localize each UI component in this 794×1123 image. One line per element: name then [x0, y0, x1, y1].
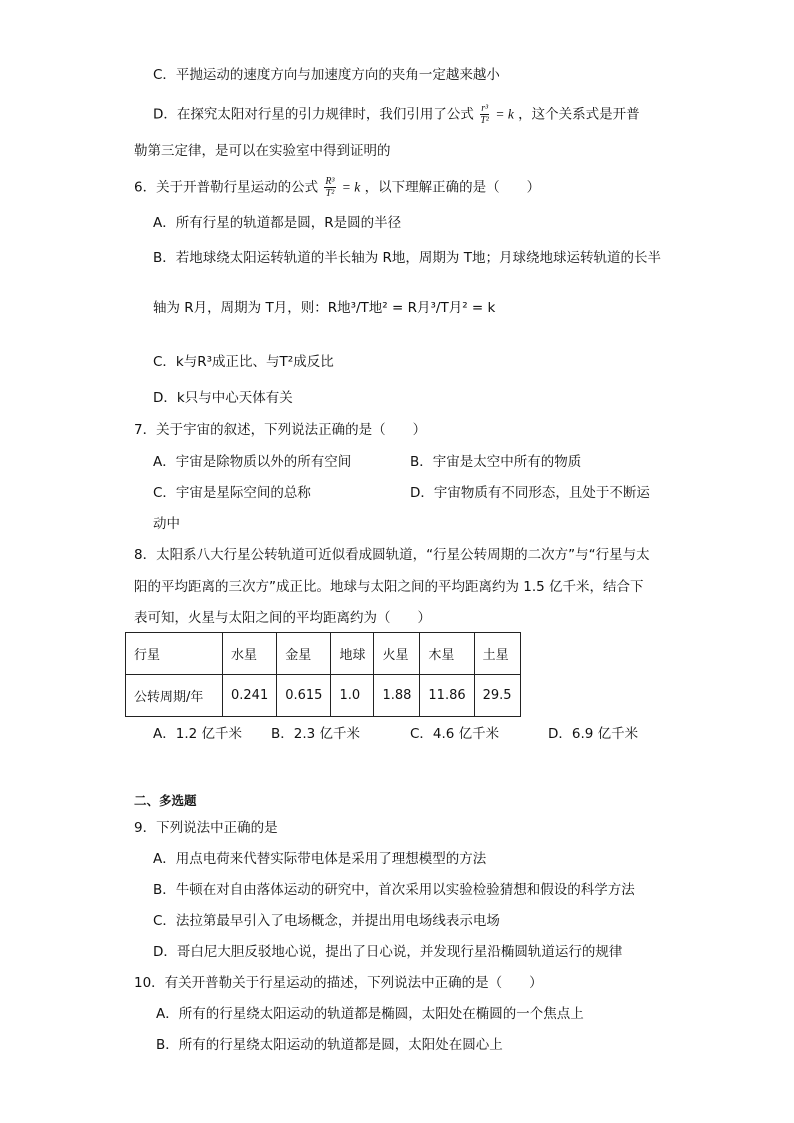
section-title: 二、多选题 [134, 793, 197, 808]
table-cell: 地球 [331, 633, 374, 675]
q5-formula-fraction [480, 103, 489, 126]
q6-option-d: D．k只与中心天体有关 [153, 390, 293, 406]
q8-option-b: B．2.3 亿千米 [271, 726, 361, 742]
q9-option-a: A．用点电荷来代替实际带电体是采用了理想模型的方法 [153, 851, 487, 867]
q10-option-b: B．所有的行星绕太阳运动的轨道都是圆，太阳处在圆心上 [156, 1037, 503, 1053]
table-cell: 1.88 [374, 675, 420, 717]
table-cell: 29.5 [474, 675, 520, 717]
table-cell: 0.615 [277, 675, 331, 717]
table-header-row [126, 633, 521, 675]
table-cell: 火星 [374, 633, 420, 675]
q5-option-d-text: D．在探究太阳对行星的引力规律时，我们引用了公式 [153, 106, 474, 123]
formula-denominator: T² [480, 115, 489, 126]
table-cell: 行星 [126, 633, 223, 675]
q8-stem-line-1: 8．太阳系八大行星公转轨道可近似看成圆轨道，“行星公转周期的二次方”与“行星与太 [134, 547, 650, 563]
table-cell: 0.241 [223, 675, 277, 717]
q8-stem-line-2: 阳的平均距离的三次方”成正比。地球与太阳之间的平均距离约为 1.5 亿千米，结合下 [134, 579, 644, 595]
formula-denominator: T² [325, 188, 335, 199]
table-cell: 水星 [223, 633, 277, 675]
q6-formula-fraction [324, 176, 335, 199]
formula-numerator: r³ [481, 103, 489, 114]
q6-stem-text: 6．关于开普勒行星运动的公式 [134, 179, 319, 196]
q7-option-c: C．宇宙是星际空间的总称 [153, 485, 311, 501]
q6-option-b-continued: 轴为 R月，周期为 T月，则：R地³/T地² = R月³/T月² = k [153, 300, 496, 316]
table-cell: 1.0 [331, 675, 374, 717]
q6-stem-tail: ，以下理解正确的是（ ） [364, 179, 541, 196]
q10-stem: 10．有关开普勒关于行星运动的描述，下列说法中正确的是（ ） [134, 975, 543, 991]
table-cell: 公转周期/年 [126, 675, 223, 717]
q6-stem [134, 176, 540, 199]
q7-option-d-continued: 动中 [153, 516, 180, 532]
formula-numerator: R³ [325, 176, 335, 187]
q10-option-a: A．所有的行星绕太阳运动的轨道都是椭圆，太阳处在椭圆的一个焦点上 [156, 1006, 584, 1022]
table-cell: 木星 [420, 633, 474, 675]
q7-option-b: B．宇宙是太空中所有的物质 [410, 454, 582, 470]
q9-option-b: B．牛顿在对自由落体运动的研究中，首次采用以实验检验猜想和假设的科学方法 [153, 882, 635, 898]
q6-option-b: B．若地球绕太阳运转轨道的半长轴为 R地，周期为 T地；月球绕地球运转轨道的长半 [153, 250, 661, 266]
q9-stem: 9．下列说法中正确的是 [134, 820, 278, 836]
table-row [126, 675, 521, 717]
q8-option-d: D．6.9 亿千米 [548, 726, 639, 742]
q5-option-d-continued: 勒第三定律，是可以在实验室中得到证明的 [134, 143, 391, 159]
q5-option-d-tail: ，这个关系式是开普 [518, 106, 640, 123]
planet-period-table [125, 632, 521, 717]
q6-option-a: A．所有行星的轨道都是圆，R是圆的半径 [153, 215, 402, 231]
q5-option-c: C．平抛运动的速度方向与加速度方向的夹角一定越来越小 [153, 67, 500, 83]
q8-option-c: C．4.6 亿千米 [410, 726, 500, 742]
q5-option-d [153, 103, 640, 126]
table-cell: 金星 [277, 633, 331, 675]
q8-stem-line-3: 表可知，火星与太阳之间的平均距离约为（ ） [134, 610, 431, 626]
q8-option-a: A．1.2 亿千米 [153, 726, 242, 742]
q7-option-a: A．宇宙是除物质以外的所有空间 [153, 454, 352, 470]
formula-equals: = k [341, 179, 361, 195]
q7-option-d: D．宇宙物质有不同形态，且处于不断运 [410, 485, 650, 501]
q9-option-c: C．法拉第最早引入了电场概念，并提出用电场线表示电场 [153, 913, 500, 929]
table-cell: 11.86 [420, 675, 474, 717]
table-cell: 土星 [474, 633, 520, 675]
q9-option-d: D．哥白尼大胆反驳地心说，提出了日心说，并发现行星沿椭圆轨道运行的规律 [153, 944, 623, 960]
q7-stem: 7．关于宇宙的叙述，下列说法正确的是（ ） [134, 422, 427, 438]
formula-equals: = k [495, 106, 514, 122]
q6-option-c: C．k与R³成正比、与T²成反比 [153, 354, 334, 370]
